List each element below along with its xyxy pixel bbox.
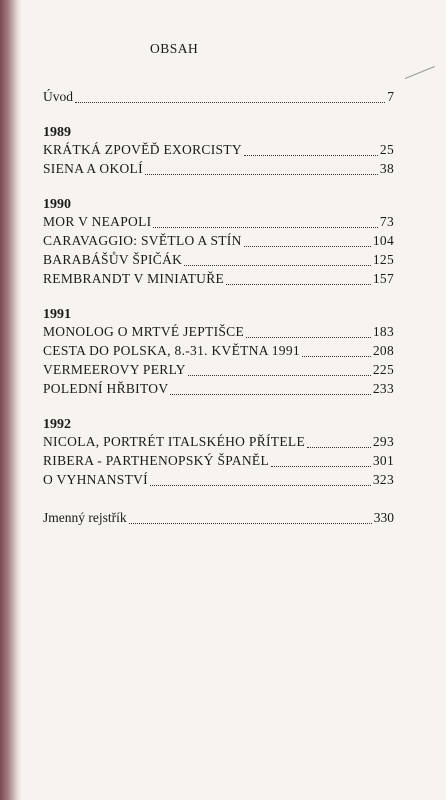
leader-dots [153,226,377,228]
leader-dots [145,173,378,175]
entry-page: 7 [387,89,394,104]
toc-entry [43,359,394,380]
leader-dots [271,465,371,467]
toc-entry [43,139,394,160]
entry-page: 330 [373,510,394,525]
toc-entry [43,340,394,361]
entry-page: 208 [372,343,394,358]
entry-page: 301 [372,453,394,468]
toc-entry [43,230,394,251]
toc-entry [43,378,394,399]
leader-dots [150,484,371,486]
entry-label: REMBRANDT V MINIATUŘE [43,271,225,286]
entry-label: MONOLOG O MRTVÉ JEPTIŠCE [43,324,245,339]
entry-label: Jmenný rejstřík [43,510,127,525]
leader-dots [129,522,372,524]
leader-dots [170,393,370,395]
toc-entry [43,249,394,270]
entry-label: O VYHNANSTVÍ [43,472,148,487]
entry-page: 183 [372,324,394,339]
toc-entry [43,158,394,179]
section-year: 1989 [43,125,71,140]
page-binding-edge [0,0,22,800]
entry-label: MOR V NEAPOLI [43,214,152,229]
leader-dots [244,154,378,156]
entry-page: 104 [372,233,394,248]
entry-label: SIENA A OKOLÍ [43,161,143,176]
entry-page: 25 [379,142,394,157]
toc-entry-index [43,507,394,528]
entry-page: 225 [372,362,394,377]
entry-label: BARABÁŠŮV ŠPIČÁK [43,252,183,267]
entry-page: 157 [372,271,394,286]
entry-label: NICOLA, PORTRÉT ITALSKÉHO PŘÍTELE [43,434,305,449]
pencil-mark [405,66,435,79]
toc-entry [43,469,394,490]
leader-dots [75,101,385,103]
entry-label: POLEDNÍ HŘBITOV [43,381,169,396]
toc-entry [43,268,394,289]
section-year: 1992 [43,417,71,432]
leader-dots [188,374,371,376]
leader-dots [307,446,371,448]
toc-entry [43,211,394,232]
toc-entry [43,431,394,452]
entry-page: 73 [379,214,394,229]
entry-label: VERMEEROVY PERLY [43,362,186,377]
section-year: 1991 [43,307,71,322]
entry-label: Úvod [43,89,73,104]
entry-label: CESTA DO POLSKA, 8.-31. KVĚTNA 1991 [43,343,300,358]
toc-entry [43,450,394,471]
entry-page: 38 [379,161,394,176]
entry-page: 233 [372,381,394,396]
entry-label: CARAVAGGIO: SVĚTLO A STÍN [43,233,242,248]
leader-dots [184,264,371,266]
toc-entry [43,321,394,342]
leader-dots [244,245,371,247]
entry-page: 323 [372,472,394,487]
toc-title: OBSAH [150,41,199,56]
entry-page: 125 [372,252,394,267]
leader-dots [302,355,371,357]
toc-entry-intro [43,86,394,107]
entry-label: KRÁTKÁ ZPOVĚĎ EXORCISTY [43,142,242,157]
entry-label: RIBERA - PARTHENOPSKÝ ŠPANĚL [43,453,270,468]
leader-dots [226,283,371,285]
section-year: 1990 [43,197,71,212]
entry-page: 293 [372,434,394,449]
leader-dots [246,336,371,338]
